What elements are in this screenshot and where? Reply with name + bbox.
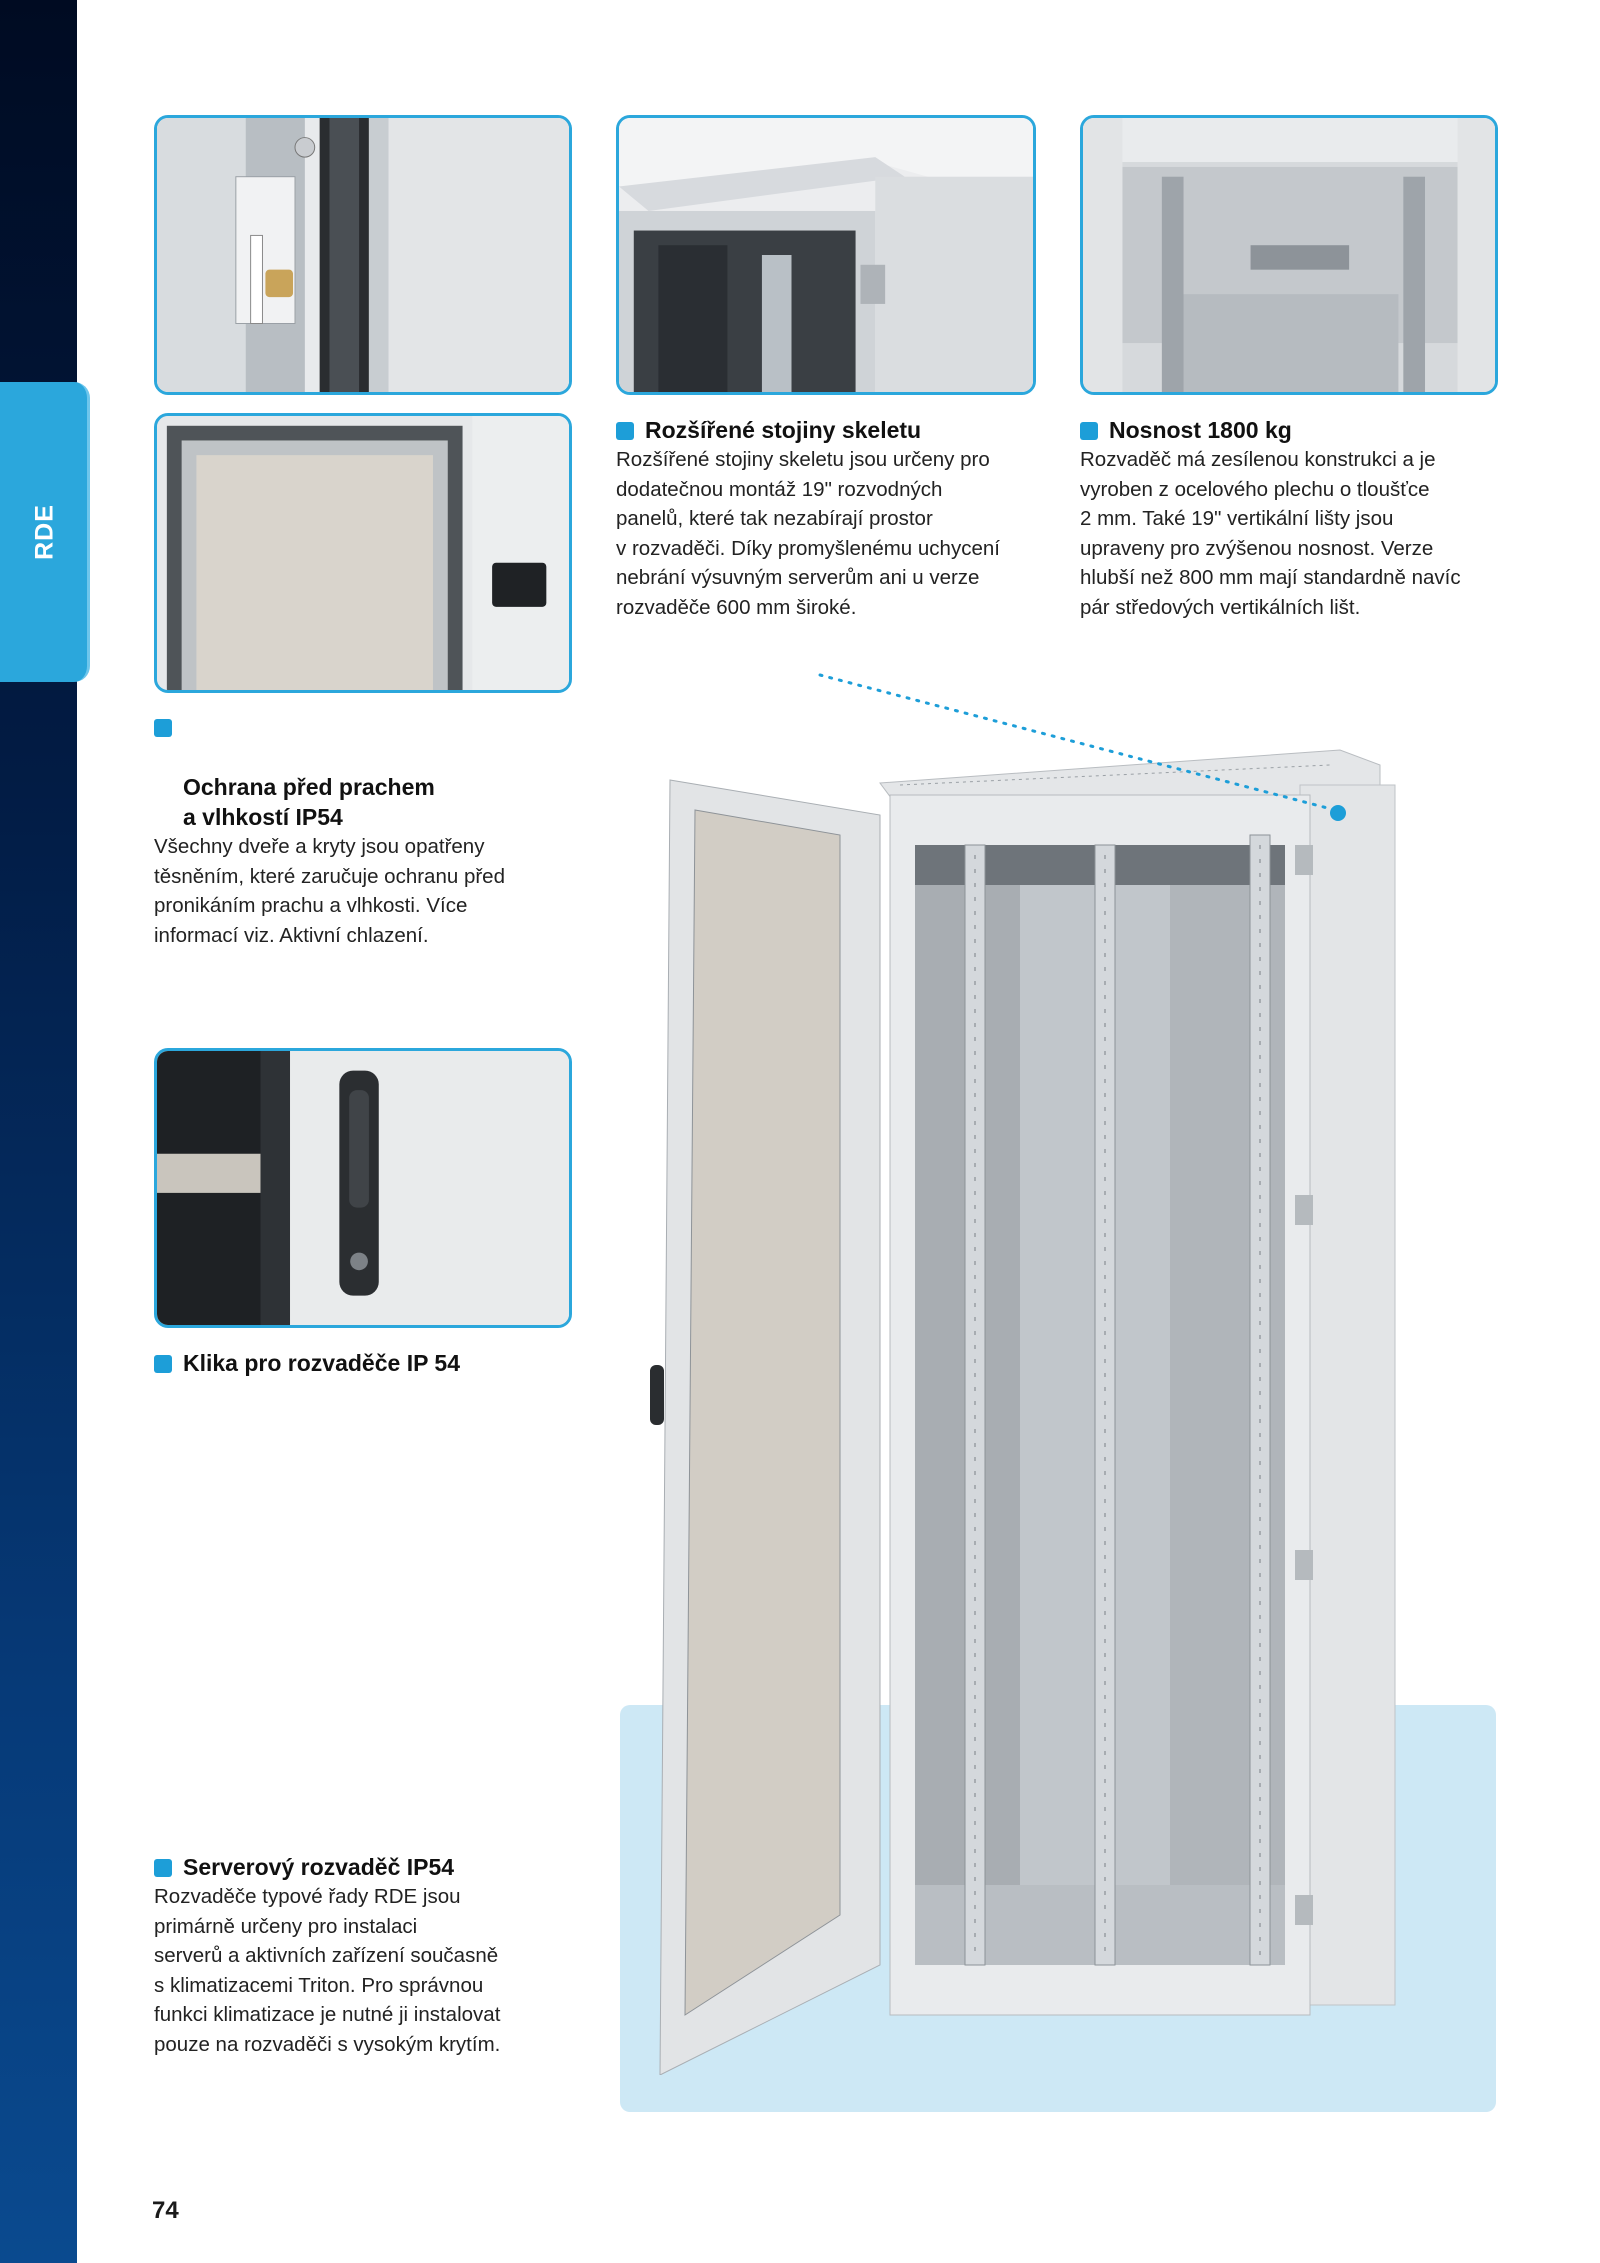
bullet-icon [1080, 422, 1098, 440]
feature-body: Rozvaděč má zesílenou konstrukci a je vyroben z ocelového plechu o tloušťce 2 mm. Také 19" vertikální lišty jsou upraveny pro zvýšenou nosnost. Verze hlubší než 800 mm mají standardně navíc pár středových vertikálních lišt. [1080, 448, 1461, 619]
feature-title [154, 1348, 594, 1378]
feature-body: Rozvaděče typové řady RDE jsou primárně určeny pro instalaci serverů a aktivních zařízení současně s klimatizacemi Triton. Pro správnou funkci klimatizace je nutné ji instalovat pouze na rozvaděči s vysokým krytím. [154, 1885, 501, 2056]
feature-handle [154, 1348, 594, 1378]
photo-handle [154, 1048, 572, 1328]
feature-frame-uprights [616, 415, 1056, 622]
feature-title [1080, 415, 1510, 445]
page-number: 74 [152, 2197, 179, 2224]
feature-title-text: Ochrana před prachem a vlhkostí IP54 [183, 774, 435, 830]
photo-door-seal [154, 413, 572, 693]
hero-server-rack-image [640, 735, 1400, 2075]
feature-title [154, 1852, 614, 1882]
photo-load-capacity [1080, 115, 1498, 395]
bullet-icon [154, 1859, 172, 1877]
feature-dust-protection [154, 712, 594, 950]
feature-body: Rozšířené stojiny skeletu jsou určeny pro dodatečnou montáž 19" rozvodných panelů, které tak nezabírají prostor v rozvaděči. Díky promyšlenému uchycení nebrání výsuvným serverům ani u verze rozvaděče 600 mm široké. [616, 448, 1000, 619]
feature-title-text: Serverový rozvaděč IP54 [183, 1854, 455, 1880]
photo-hinge-pin [154, 115, 572, 395]
photo-frame-uprights [616, 115, 1036, 395]
section-tab[interactable] [0, 382, 90, 682]
feature-title-text: Rozšířené stojiny skeletu [645, 417, 922, 443]
feature-title-text: Nosnost 1800 kg [1109, 417, 1292, 443]
feature-title-text: Klika pro rozvaděče IP 54 [183, 1350, 460, 1376]
bullet-icon [154, 1355, 172, 1373]
side-band [0, 0, 77, 2263]
feature-body: Všechny dveře a kryty jsou opatřeny těsněním, které zaručuje ochranu před pronikáním prachu a vlhkosti. Více informací viz. Aktivní chlazení. [154, 835, 505, 947]
feature-title [154, 712, 594, 832]
bullet-icon [154, 719, 172, 737]
feature-load-capacity [1080, 415, 1510, 622]
section-tab-label: RDE [30, 504, 59, 560]
bullet-icon [616, 422, 634, 440]
feature-server-rack [154, 1852, 614, 2059]
feature-title [616, 415, 1056, 445]
